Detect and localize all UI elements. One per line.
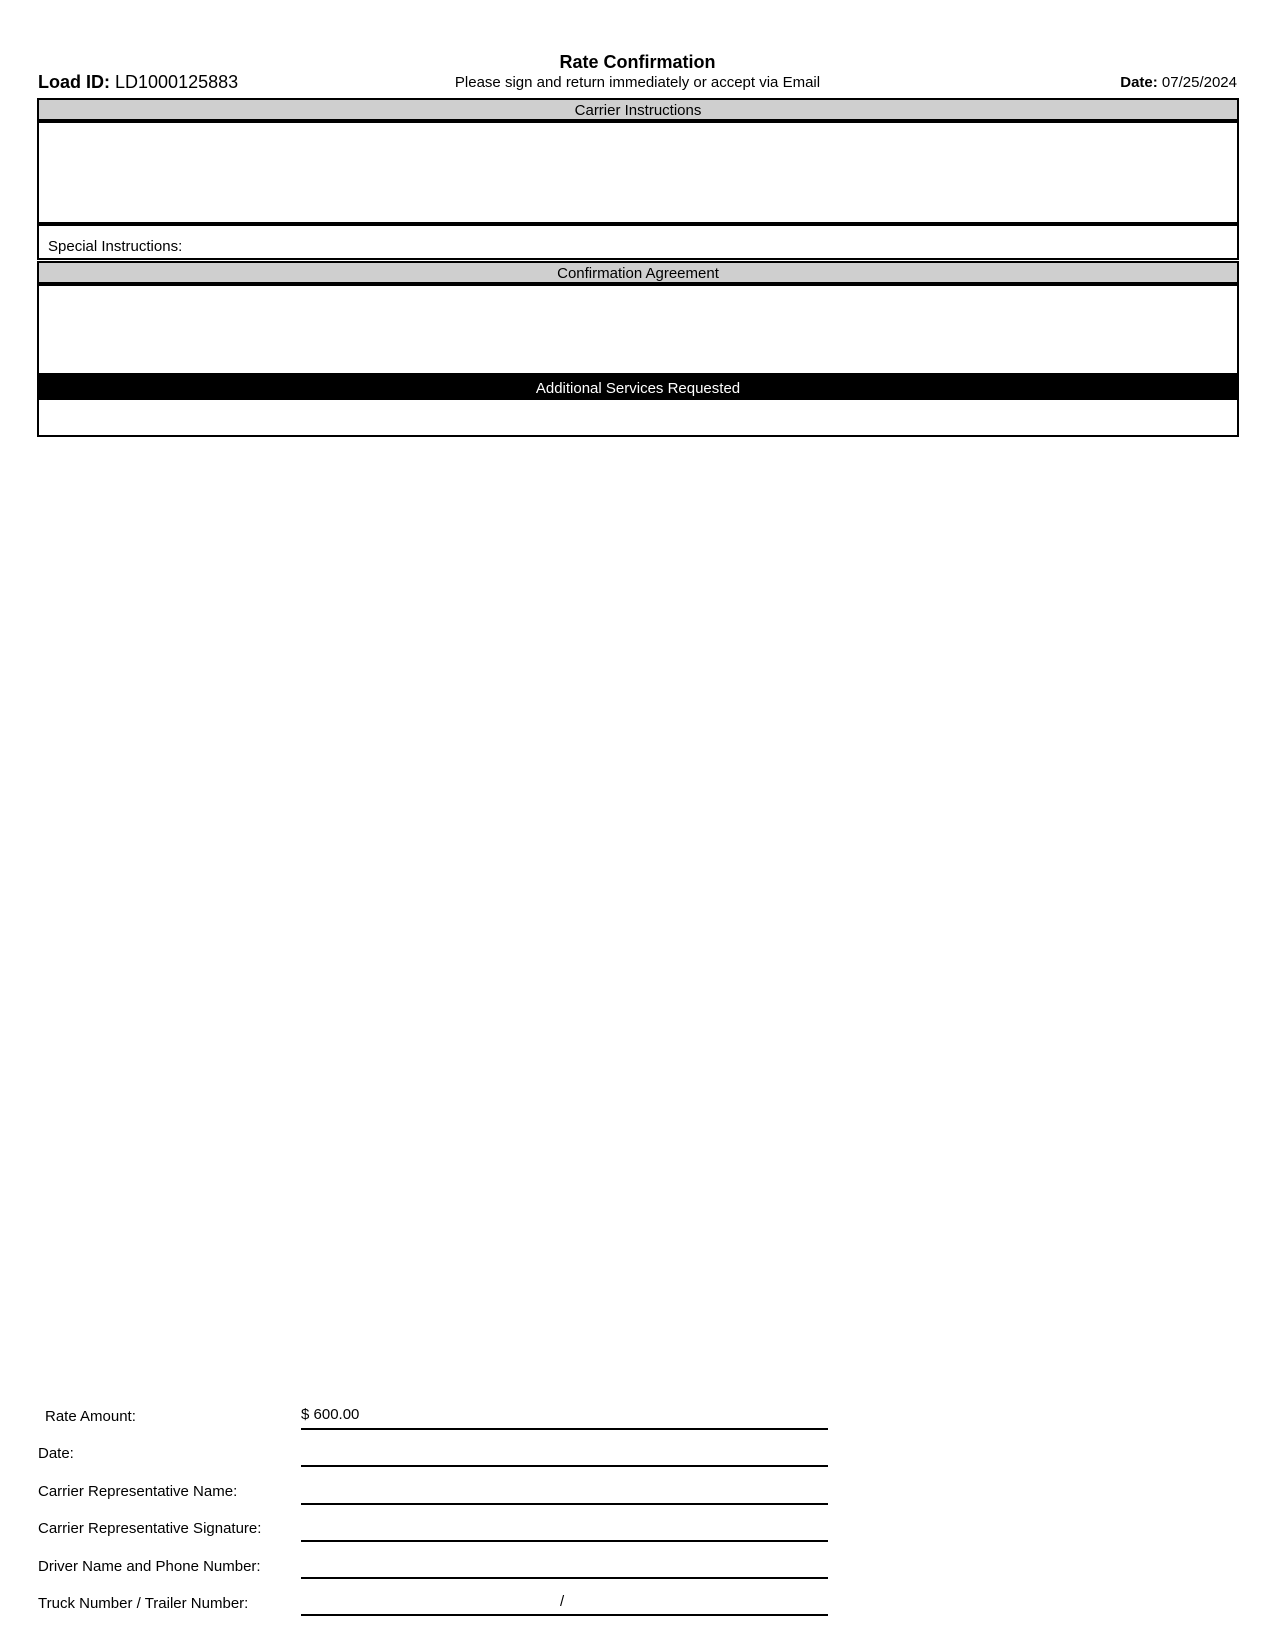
load-id [38, 72, 238, 93]
rate-amount-line [301, 1428, 828, 1430]
rep-signature-label: Carrier Representative Signature: [38, 1520, 262, 1537]
driver-label: Driver Name and Phone Number: [38, 1558, 261, 1575]
driver-field[interactable] [301, 1577, 828, 1579]
rate-amount-label: Rate Amount: [45, 1408, 136, 1425]
rate-amount-value: $ 600.00 [301, 1406, 360, 1423]
special-instructions-row [37, 224, 1239, 260]
date-field[interactable] [301, 1465, 828, 1467]
special-instructions-label: Special Instructions: [48, 238, 183, 255]
additional-services-header: Additional Services Requested [37, 375, 1239, 398]
truck-trailer-label: Truck Number / Trailer Number: [38, 1595, 249, 1612]
confirmation-agreement-header: Confirmation Agreement [37, 261, 1239, 284]
rep-name-field[interactable] [301, 1503, 828, 1505]
truck-trailer-field[interactable] [301, 1614, 828, 1616]
date-label: Date: [38, 1445, 74, 1462]
rep-signature-field[interactable] [301, 1540, 828, 1542]
load-id-value: LD1000125883 [115, 72, 239, 92]
document-date [1120, 74, 1237, 91]
additional-services-body [37, 398, 1239, 437]
carrier-instructions-body [37, 121, 1239, 224]
carrier-instructions-header: Carrier Instructions [37, 98, 1239, 121]
page-subtitle: Please sign and return immediately or accept via Email [454, 74, 821, 91]
rep-name-label: Carrier Representative Name: [38, 1483, 238, 1500]
truck-trailer-separator: / [560, 1593, 565, 1610]
confirmation-agreement-body [37, 284, 1239, 375]
page-title: Rate Confirmation [559, 52, 716, 72]
document-date-value: 07/25/2024 [1161, 74, 1237, 91]
load-id-label: Load ID: [38, 72, 110, 92]
document-date-label: Date: [1120, 74, 1158, 91]
